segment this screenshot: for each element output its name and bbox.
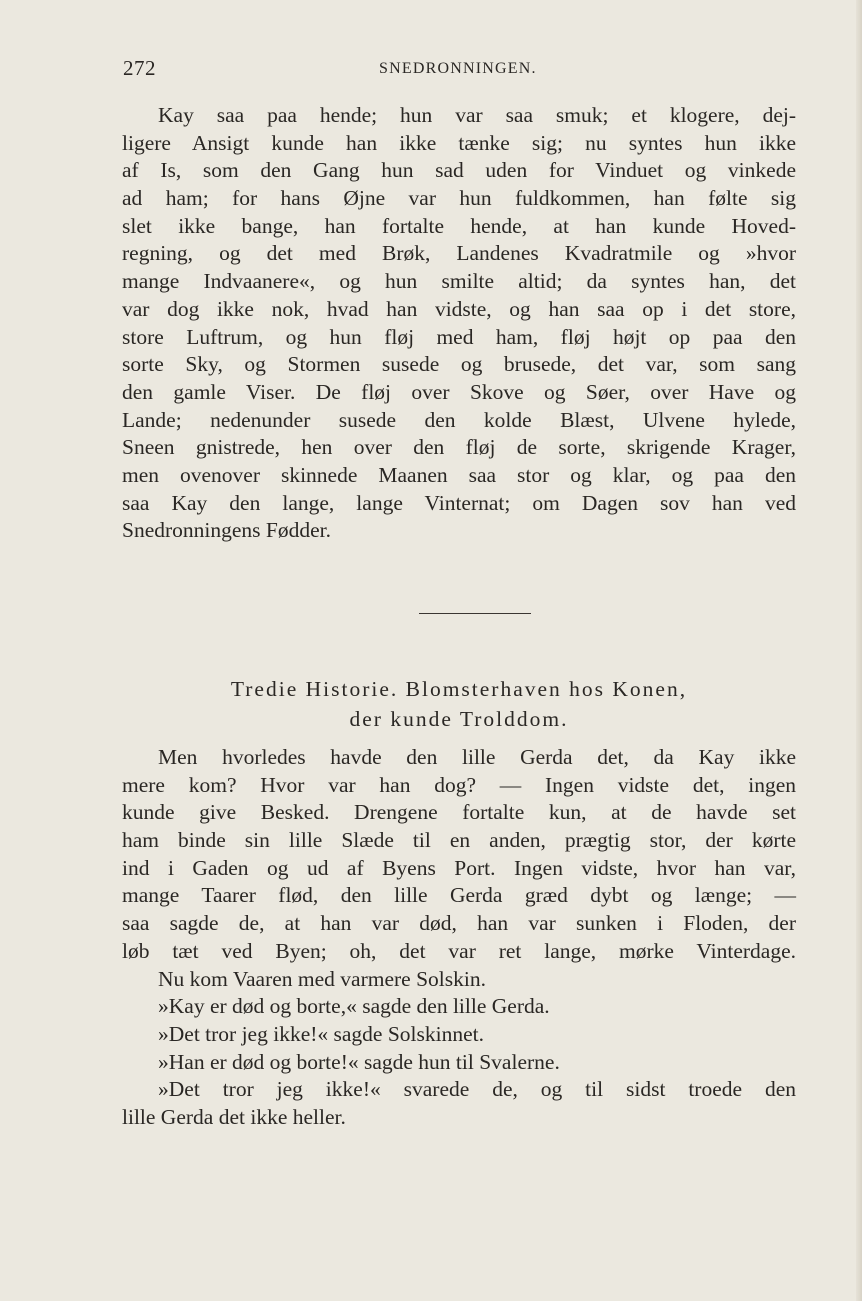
text-line: regning, og det med Brøk, Landenes Kvadratmile og »hvor (122, 241, 796, 266)
text-line: saa Kay den lange, lange Vinternat; om Dagen sov han ved (122, 490, 796, 515)
text-line: mere kom? Hvor var han dog? — Ingen vidste det, ingen (122, 772, 796, 797)
text-line: slet ikke bange, han fortalte hende, at han kunde Hoved- (122, 213, 796, 238)
text-line: sorte Sky, og Stormen susede og brusede, det var, som sang (122, 352, 796, 377)
text-line: Lande; nedenunder susede den kolde Blæst, Ulvene hylede, (122, 407, 796, 432)
text-line: ad ham; for hans Øjne var hun fuldkommen, han følte sig (122, 186, 796, 211)
text-line: »Det tror jeg ikke!« sagde Solskinnet. (158, 1021, 485, 1046)
text-line: Nu kom Vaaren med varmere Solskin. (158, 966, 487, 991)
chapter-heading-line-1: Tredie Historie. Blomsterhaven hos Konen, (230, 677, 688, 701)
text-line: Men hvorledes havde den lille Gerda det, da Kay ikke (158, 745, 796, 769)
text-line: men ovenover skinnede Maanen saa stor og klar, og paa den (122, 462, 796, 487)
section-one-text (122, 102, 796, 545)
text-line: ligere Ansigt kunde han ikke tænke sig; nu syntes hun ikke (122, 130, 796, 155)
text-line: mange Taarer flød, den lille Gerda græd dybt og længe; — (122, 883, 796, 908)
text-line: Kay saa paa hende; hun var saa smuk; et klogere, dej- (158, 103, 796, 127)
running-title: SNEDRONNINGEN. (379, 60, 537, 77)
text-line: »Kay er død og borte,« sagde den lille Gerda. (158, 994, 550, 1019)
text-line: af Is, som den Gang hun sad uden for Vinduet og vinkede (122, 158, 796, 183)
text-line: Snedronningens Fødder. (122, 518, 332, 543)
running-head (123, 56, 796, 86)
text-line: »Han er død og borte!« sagde hun til Svalerne. (158, 1049, 560, 1074)
text-line: mange Indvaanere«, og hun smilte altid; da syntes han, det (122, 269, 796, 294)
chapter-heading-line-2: der kunde Trolddom. (349, 707, 569, 731)
text-line: »Det tror jeg ikke!« svarede de, og til sidst troede den (158, 1077, 796, 1102)
text-line: løb tæt ved Byen; oh, det var ret lange, mørke Vinterdage. (122, 938, 796, 963)
text-line: den gamle Viser. De fløj over Skove og Søer, over Have og (122, 379, 796, 404)
text-line: kunde give Besked. Drengene fortalte kun, at de havde set (122, 800, 796, 825)
page-edge (856, 0, 862, 1301)
text-line: saa sagde de, at han var død, han var sunken i Floden, der (122, 911, 796, 936)
text-line: store Luftrum, og hun fløj med ham, fløj højt op paa den (122, 324, 796, 349)
chapter-heading (122, 674, 796, 734)
section-divider (419, 613, 531, 614)
page-number: 272 (123, 56, 156, 80)
text-line: Sneen gnistrede, hen over den fløj de sorte, skrigende Krager, (122, 435, 796, 460)
text-line: var dog ikke nok, hvad han vidste, og han saa op i det store, (122, 296, 796, 321)
text-line: ind i Gaden og ud af Byens Port. Ingen vidste, hvor han var, (122, 855, 796, 880)
section-two-text (122, 744, 796, 1132)
text-line: lille Gerda det ikke heller. (122, 1104, 346, 1129)
text-line: ham binde sin lille Slæde til en anden, prægtig stor, der kørte (122, 828, 796, 853)
